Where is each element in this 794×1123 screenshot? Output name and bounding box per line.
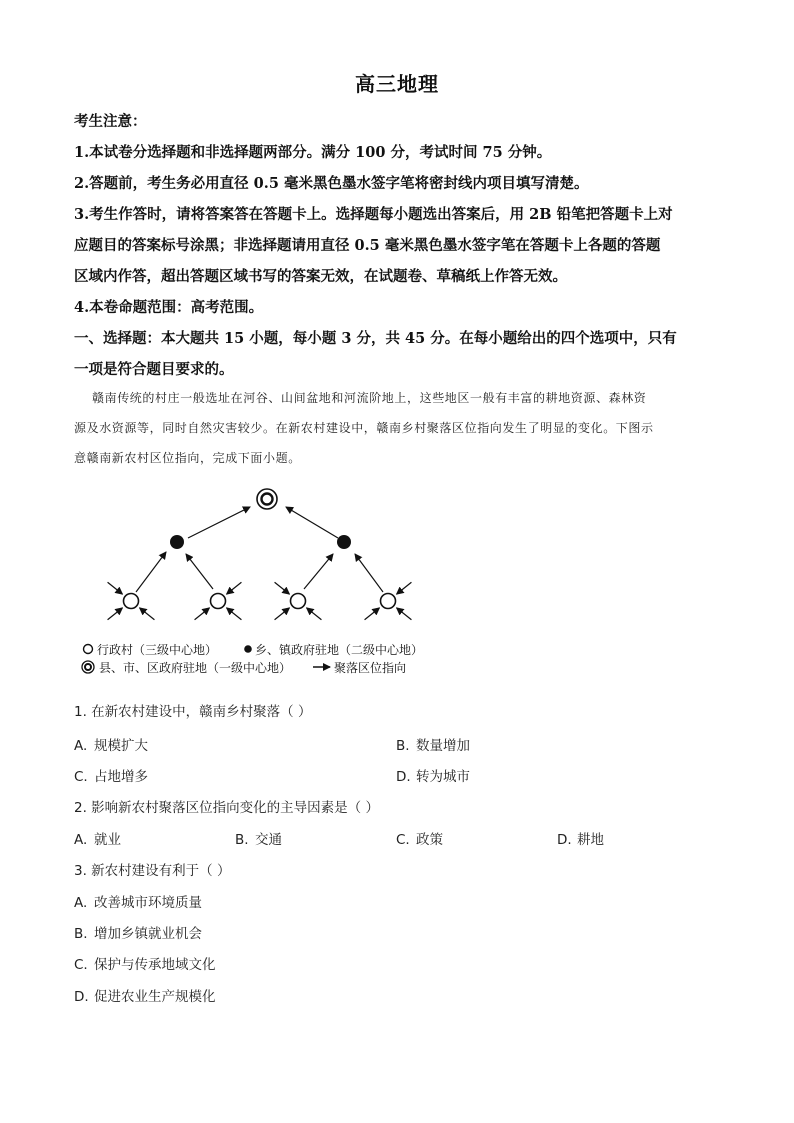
q1-option-a-label: A.	[74, 738, 88, 754]
q2-option-c[interactable]	[396, 828, 443, 848]
q3-option-c-label: C.	[74, 957, 88, 973]
village-icon	[291, 594, 306, 609]
page-title: 高三地理	[355, 72, 439, 96]
passage-line-3: 意赣南新农村区位指向，完成下面小题。	[74, 451, 301, 465]
question-2-stem: 2. 影响新农村聚落区位指向变化的主导因素是（ ）	[74, 800, 379, 816]
legend-village-label: 行政村（三级中心地）	[97, 643, 218, 657]
village-inflow-arrow	[307, 608, 322, 620]
legend-county-icon	[82, 661, 94, 673]
village-inflow-arrow	[397, 608, 412, 620]
notice-item-3: 3.考生作答时，请将答案答在答题卡上。选择题每小题选出答案后，用 2B 铅笔把答题卡上对	[74, 206, 673, 223]
q1-option-a-text: 规模扩大	[94, 738, 148, 754]
q3-option-c-text: 保护与传承地域文化	[94, 957, 216, 973]
township-center-icon-left	[170, 535, 184, 549]
q2-option-a-label: A.	[74, 832, 88, 848]
q2-option-a[interactable]	[74, 828, 121, 848]
q1-option-b-label: B.	[396, 738, 410, 754]
legend-county-label: 县、市、区政府驻地（一级中心地）	[99, 661, 292, 675]
q1-option-c[interactable]	[74, 765, 148, 785]
village-icon	[211, 594, 226, 609]
village-inflow-arrow	[275, 582, 290, 594]
notice-item-1: 1.本试卷分选择题和非选择题两部分。满分 100 分，考试时间 75 分钟。	[74, 144, 552, 161]
q3-option-b-text: 增加乡镇就业机会	[94, 926, 202, 942]
passage-line-1: 赣南传统的村庄一般选址在河谷、山间盆地和河流阶地上，这些地区一般有丰富的耕地资源、森林资	[92, 391, 647, 405]
q1-option-c-text: 占地增多	[94, 769, 148, 785]
legend-arrow-label: 聚落区位指向	[334, 661, 407, 675]
q3-option-d[interactable]	[74, 985, 216, 1005]
q3-option-d-label: D.	[74, 989, 89, 1005]
q1-option-d-text: 转为城市	[416, 769, 470, 785]
notice-item-2: 2.答题前，考生务必用直径 0.5 毫米黑色墨水签字笔将密封线内项目填写清楚。	[74, 175, 589, 192]
county-center-icon	[257, 489, 277, 509]
village-inflow-arrow	[108, 582, 123, 594]
village-inflow-arrow	[140, 608, 155, 620]
q1-option-b[interactable]	[396, 734, 470, 754]
q2-option-d-label: D.	[557, 832, 572, 848]
village-inflow-arrow	[365, 608, 380, 620]
q1-option-d[interactable]	[396, 765, 470, 785]
notice-item-4: 4.本卷命题范围：高考范围。	[74, 299, 264, 316]
q3-option-b-label: B.	[74, 926, 88, 942]
settlement-diagram	[70, 480, 450, 680]
village-inflow-arrow	[108, 608, 123, 620]
q2-option-d[interactable]	[557, 828, 604, 848]
q3-option-d-text: 促进农业生产规模化	[94, 989, 216, 1005]
notice-heading: 考生注意：	[74, 113, 147, 130]
village-icon	[124, 594, 139, 609]
passage-line-2: 源及水资源等，同时自然灾害较少。在新农村建设中，赣南乡村聚落区位指向发生了明显的变化。下图示	[74, 421, 654, 435]
village-inflow-arrow	[227, 608, 242, 620]
question-1-stem: 1. 在新农村建设中，赣南乡村聚落（ ）	[74, 704, 312, 720]
village-inflow-arrow	[275, 608, 290, 620]
q1-option-d-label: D.	[396, 769, 411, 785]
village-inflow-arrow	[227, 582, 242, 594]
village-inflow-arrow	[195, 608, 210, 620]
village-inflow-arrow	[397, 582, 412, 594]
section-instructions-line2: 一项是符合题目要求的。	[74, 361, 234, 378]
q2-option-b-label: B.	[235, 832, 249, 848]
q2-option-a-text: 就业	[94, 832, 121, 848]
q3-option-c[interactable]	[74, 953, 216, 973]
legend-township-label: 乡、镇政府驻地（二级中心地）	[255, 643, 424, 657]
q1-option-a[interactable]	[74, 734, 148, 754]
question-3-stem: 3. 新农村建设有利于（ ）	[74, 863, 231, 879]
q2-option-b-text: 交通	[255, 832, 282, 848]
q3-option-a[interactable]	[74, 891, 202, 911]
q2-option-c-text: 政策	[416, 832, 443, 848]
legend-township-icon	[244, 645, 252, 653]
legend-village-icon	[84, 645, 93, 654]
q3-option-b[interactable]	[74, 922, 202, 942]
section-instructions-line1: 一、选择题：本大题共 15 小题，每小题 3 分，共 45 分。在每小题给出的四个选项中，只有	[74, 330, 677, 347]
notice-item-3-cont2: 区域内作答，超出答题区域书写的答案无效，在试题卷、草稿纸上作答无效。	[74, 268, 567, 285]
q2-option-b[interactable]	[235, 828, 282, 848]
q3-option-a-text: 改善城市环境质量	[94, 895, 202, 911]
q1-option-b-text: 数量增加	[416, 738, 470, 754]
notice-item-3-cont: 应题目的答案标号涂黑；非选择题请用直径 0.5 毫米黑色墨水签字笔在答题卡上各题的答题	[74, 237, 661, 254]
q2-option-d-text: 耕地	[577, 832, 604, 848]
village-icon	[381, 594, 396, 609]
q1-option-c-label: C.	[74, 769, 88, 785]
township-center-icon-right	[337, 535, 351, 549]
q2-option-c-label: C.	[396, 832, 410, 848]
q3-option-a-label: A.	[74, 895, 88, 911]
